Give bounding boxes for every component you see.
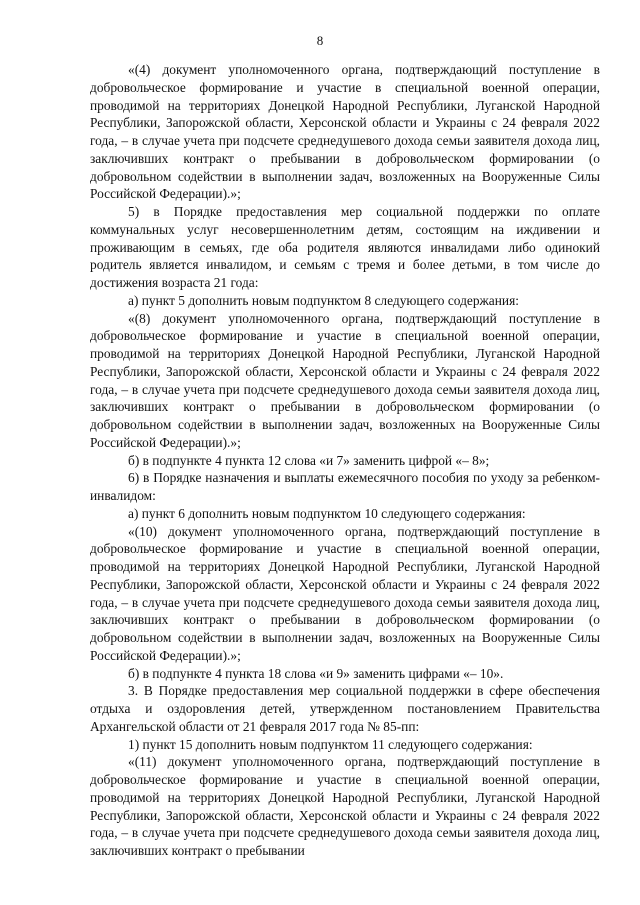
document-body bbox=[90, 61, 600, 860]
paragraph: а) пункт 6 дополнить новым подпунктом 10 следующего содержания: bbox=[128, 505, 526, 521]
paragraph: 6) в Порядке назначения и выплаты ежемесячного пособия по уходу за ребенком-инвалидом: bbox=[90, 470, 600, 503]
paragraph: «(11) документ уполномоченного органа, подтверждающий поступление в добровольческое формирование и участие в специальной военной операции, проводимой на территориях Донецкой Народной Республики, Луганской Народной Республики, Запорожской области, Херсонской области и Украины с 24 февраля 2022 года, – в случае учета при подсчете среднедушевого дохода семьи заявителя дохода лиц, заключивших контракт о пребывании bbox=[90, 754, 600, 858]
paragraph: 3. В Порядке предоставления мер социальной поддержки в сфере обеспечения отдыха и оздоровления детей, утвержденном постановлением Правительства Архангельской области от 21 февраля 2017 года № 85-пп: bbox=[90, 683, 600, 734]
paragraph: 5) в Порядке предоставления мер социальной поддержки по оплате коммунальных услуг несовершеннолетним детям, состоящим на иждивении и проживающим в семьях, где оба родителя являются инвалидами либо одинокий родитель является инвалидом, и семьям с тремя и более детьми, в том числе до достижения возраста 21 года: bbox=[90, 204, 600, 290]
paragraph: б) в подпункте 4 пункта 12 слова «и 7» заменить цифрой «– 8»; bbox=[128, 452, 490, 468]
paragraph: 1) пункт 15 дополнить новым подпунктом 11 следующего содержания: bbox=[128, 736, 533, 752]
paragraph: «(8) документ уполномоченного органа, подтверждающий поступление в добровольческое формирование и участие в специальной военной операции, проводимой на территориях Донецкой Народной Республики, Луганской Народной Республики, Запорожской области, Херсонской области и Украины с 24 февраля 2022 года, – в случае учета при подсчете среднедушевого дохода семьи заявителя дохода лиц, заключивших контракт о пребывании в добровольческом формировании (о добровольном содействии в выполнении задач, возложенных на Вооруженные Силы Российской Федерации).»; bbox=[90, 310, 600, 450]
paragraph: б) в подпункте 4 пункта 18 слова «и 9» заменить цифрами «– 10». bbox=[128, 665, 504, 681]
page-number: 8 bbox=[316, 33, 324, 48]
paragraph: «(10) документ уполномоченного органа, подтверждающий поступление в добровольческое формирование и участие в специальной военной операции, проводимой на территориях Донецкой Народной Республики, Луганской Народной Республики, Запорожской области, Херсонской области и Украины с 24 февраля 2022 года, – в случае учета при подсчете среднедушевого дохода семьи заявителя дохода лиц, заключивших контракт о пребывании в добровольческом формировании (о добровольном содействии в выполнении задач, возложенных на Вооруженные Силы Российской Федерации).»; bbox=[90, 523, 600, 663]
paragraph: а) пункт 5 дополнить новым подпунктом 8 следующего содержания: bbox=[128, 292, 519, 308]
paragraph: «(4) документ уполномоченного органа, подтверждающий поступление в добровольческое формирование и участие в специальной военной операции, проводимой на территориях Донецкой Народной Республики, Луганской Народной Республики, Запорожской области, Херсонской области и Украины с 24 февраля 2022 года, – в случае учета при подсчете среднедушевого дохода семьи заявителя дохода лиц, заключивших контракт о пребывании в добровольческом формировании (о добровольном содействии в выполнении задач, возложенных на Вооруженные Силы Российской Федерации).»; bbox=[90, 62, 600, 202]
